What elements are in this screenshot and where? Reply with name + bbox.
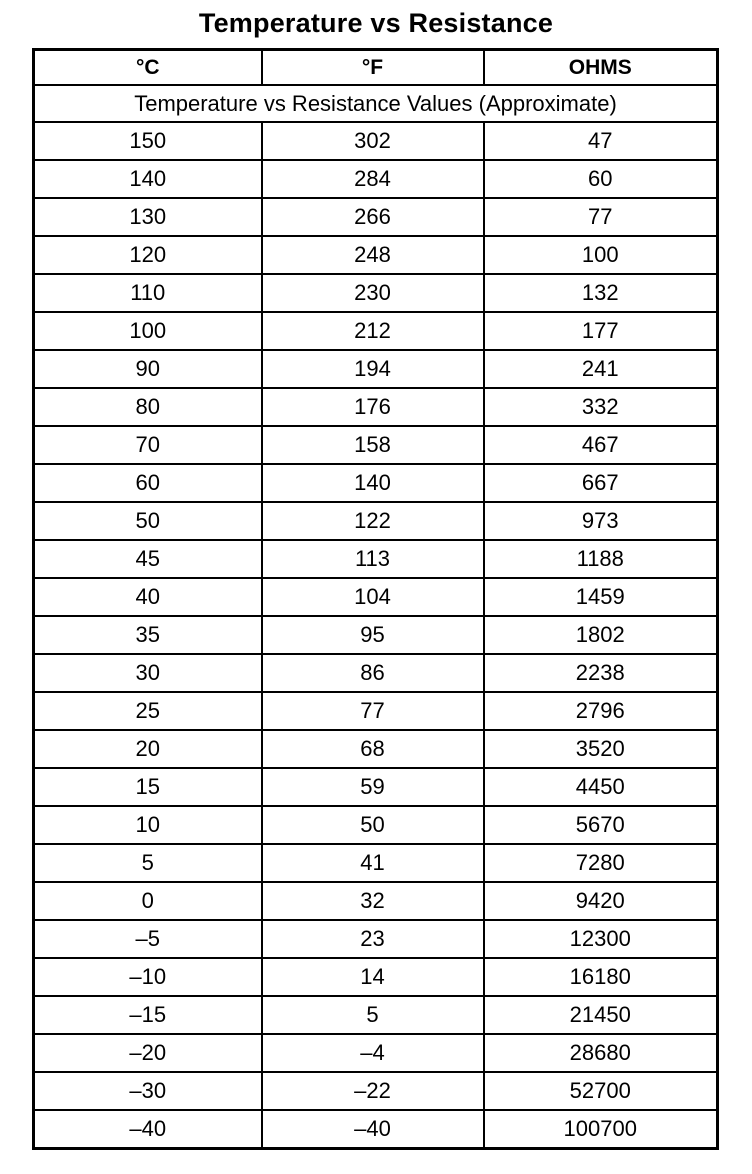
ohms-cell: 1459 xyxy=(484,578,718,616)
table-row xyxy=(34,464,718,502)
table-row xyxy=(34,1034,718,1072)
celsius-cell: 15 xyxy=(34,768,262,806)
celsius-cell: 10 xyxy=(34,806,262,844)
ohms-cell: 77 xyxy=(484,198,718,236)
ohms-cell: 12300 xyxy=(484,920,718,958)
fahrenheit-cell: 86 xyxy=(262,654,484,692)
celsius-cell: 30 xyxy=(34,654,262,692)
page-title: Temperature vs Resistance xyxy=(198,8,554,38)
celsius-cell: 35 xyxy=(34,616,262,654)
celsius-cell: –20 xyxy=(34,1034,262,1072)
table-row xyxy=(34,730,718,768)
ohms-cell: 177 xyxy=(484,312,718,350)
table-row xyxy=(34,198,718,236)
celsius-cell: –15 xyxy=(34,996,262,1034)
celsius-cell: –10 xyxy=(34,958,262,996)
fahrenheit-cell: 302 xyxy=(262,122,484,160)
fahrenheit-cell: 194 xyxy=(262,350,484,388)
ohms-cell: 973 xyxy=(484,502,718,540)
fahrenheit-cell: –4 xyxy=(262,1034,484,1072)
fahrenheit-cell: 32 xyxy=(262,882,484,920)
table-row xyxy=(34,540,718,578)
fahrenheit-cell: 176 xyxy=(262,388,484,426)
ohms-cell: 467 xyxy=(484,426,718,464)
celsius-cell: 25 xyxy=(34,692,262,730)
ohms-cell: 3520 xyxy=(484,730,718,768)
table-row xyxy=(34,122,718,160)
table-row xyxy=(34,388,718,426)
fahrenheit-cell: 158 xyxy=(262,426,484,464)
fahrenheit-cell: 248 xyxy=(262,236,484,274)
temperature-resistance-table xyxy=(32,48,719,1150)
celsius-cell: –30 xyxy=(34,1072,262,1110)
table-row xyxy=(34,616,718,654)
fahrenheit-cell: 5 xyxy=(262,996,484,1034)
fahrenheit-cell: –40 xyxy=(262,1110,484,1149)
fahrenheit-cell: 68 xyxy=(262,730,484,768)
celsius-cell: 150 xyxy=(34,122,262,160)
celsius-cell: 70 xyxy=(34,426,262,464)
ohms-cell: 2238 xyxy=(484,654,718,692)
fahrenheit-cell: 59 xyxy=(262,768,484,806)
ohms-cell: 60 xyxy=(484,160,718,198)
table-row xyxy=(34,236,718,274)
ohms-cell: 2796 xyxy=(484,692,718,730)
column-header-celsius: °C xyxy=(34,50,262,86)
celsius-cell: 5 xyxy=(34,844,262,882)
fahrenheit-cell: 113 xyxy=(262,540,484,578)
ohms-cell: 332 xyxy=(484,388,718,426)
celsius-cell: 0 xyxy=(34,882,262,920)
column-header-fahrenheit: °F xyxy=(262,50,484,86)
celsius-cell: 90 xyxy=(34,350,262,388)
ohms-cell: 5670 xyxy=(484,806,718,844)
ohms-cell: 16180 xyxy=(484,958,718,996)
celsius-cell: 50 xyxy=(34,502,262,540)
celsius-cell: –40 xyxy=(34,1110,262,1149)
table-row xyxy=(34,1110,718,1149)
ohms-cell: 1188 xyxy=(484,540,718,578)
celsius-cell: 40 xyxy=(34,578,262,616)
header-row xyxy=(34,50,718,86)
table-row xyxy=(34,768,718,806)
table-row xyxy=(34,578,718,616)
table-row xyxy=(34,920,718,958)
fahrenheit-cell: 284 xyxy=(262,160,484,198)
celsius-cell: 120 xyxy=(34,236,262,274)
table-row xyxy=(34,502,718,540)
table-row xyxy=(34,160,718,198)
fahrenheit-cell: 140 xyxy=(262,464,484,502)
fahrenheit-cell: 41 xyxy=(262,844,484,882)
ohms-cell: 28680 xyxy=(484,1034,718,1072)
ohms-cell: 9420 xyxy=(484,882,718,920)
ohms-cell: 7280 xyxy=(484,844,718,882)
fahrenheit-cell: 266 xyxy=(262,198,484,236)
celsius-cell: 60 xyxy=(34,464,262,502)
table-row xyxy=(34,844,718,882)
fahrenheit-cell: 95 xyxy=(262,616,484,654)
fahrenheit-cell: 50 xyxy=(262,806,484,844)
table-row xyxy=(34,958,718,996)
table-row xyxy=(34,692,718,730)
celsius-cell: 130 xyxy=(34,198,262,236)
celsius-cell: –5 xyxy=(34,920,262,958)
ohms-cell: 47 xyxy=(484,122,718,160)
table-row xyxy=(34,350,718,388)
table-row xyxy=(34,882,718,920)
celsius-cell: 100 xyxy=(34,312,262,350)
celsius-cell: 110 xyxy=(34,274,262,312)
table-row xyxy=(34,274,718,312)
table-row xyxy=(34,806,718,844)
table-row xyxy=(34,312,718,350)
fahrenheit-cell: 122 xyxy=(262,502,484,540)
fahrenheit-cell: 23 xyxy=(262,920,484,958)
table-row xyxy=(34,654,718,692)
ohms-cell: 4450 xyxy=(484,768,718,806)
table-row xyxy=(34,1072,718,1110)
ohms-cell: 667 xyxy=(484,464,718,502)
subtitle-row xyxy=(34,85,718,122)
ohms-cell: 52700 xyxy=(484,1072,718,1110)
fahrenheit-cell: 230 xyxy=(262,274,484,312)
fahrenheit-cell: 77 xyxy=(262,692,484,730)
fahrenheit-cell: 104 xyxy=(262,578,484,616)
table-subtitle: Temperature vs Resistance Values (Approximate) xyxy=(34,85,718,122)
fahrenheit-cell: 212 xyxy=(262,312,484,350)
fahrenheit-cell: –22 xyxy=(262,1072,484,1110)
ohms-cell: 132 xyxy=(484,274,718,312)
celsius-cell: 140 xyxy=(34,160,262,198)
table-row xyxy=(34,996,718,1034)
ohms-cell: 100700 xyxy=(484,1110,718,1149)
celsius-cell: 80 xyxy=(34,388,262,426)
fahrenheit-cell: 14 xyxy=(262,958,484,996)
table-row xyxy=(34,426,718,464)
ohms-cell: 100 xyxy=(484,236,718,274)
celsius-cell: 45 xyxy=(34,540,262,578)
column-header-ohms: OHMS xyxy=(484,50,718,86)
ohms-cell: 241 xyxy=(484,350,718,388)
ohms-cell: 1802 xyxy=(484,616,718,654)
ohms-cell: 21450 xyxy=(484,996,718,1034)
celsius-cell: 20 xyxy=(34,730,262,768)
